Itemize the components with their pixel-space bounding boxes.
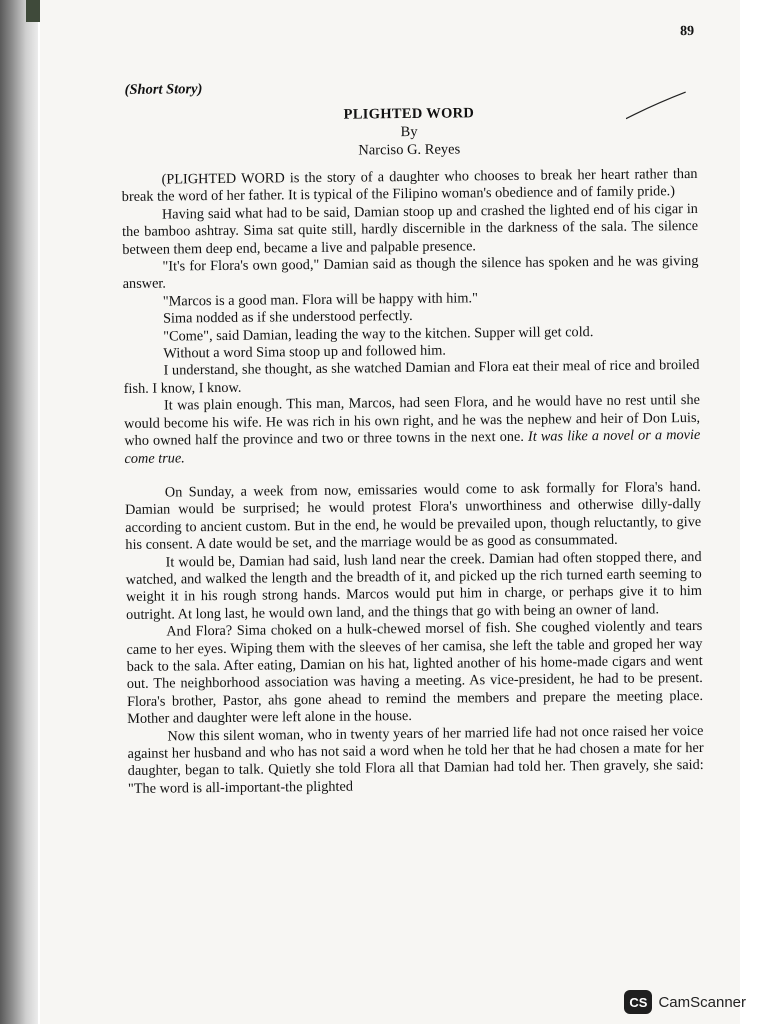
paragraph: "It's for Flora's own good," Damian said as though the silence has spoken and he was giving answer. (122, 252, 699, 293)
paragraph: Now this silent woman, who in twenty years of her married life had not once raised her voice against her husband and who has not said a word when he told her that he had chosen a mate for her daughter, began to talk. Quietly she told Flora all that Damian had told her. Then gravely, she said: "The word is all-important-the plighted (127, 722, 704, 797)
paragraph: Sima nodded as if she understood perfectly. (162, 308, 413, 327)
paragraph-emphasis: It was like a novel or a movie come true. (124, 427, 701, 467)
paragraph-text: It was plain enough. This man, Marcos, had seen Flora, and he would have no rest until she would become his wife. He was rich in his own right, and he was the nephew and heir of Don Luis, who owned half the province and two or three towns in the next one. (124, 392, 701, 450)
paragraph: Having said what had to be said, Damian stoop up and crashed the lighted end of his cigar in the bamboo ashtray. Sima sat quite still, hardly discernible in the darkness of the sala. The silence between them deep end, became a live and palpable presence. (122, 200, 699, 258)
paragraph (124, 392, 701, 468)
paragraph: Without a word Sima stoop up and followed him. (163, 342, 447, 362)
paragraph-intro: (PLIGHTED WORD is the story of a daughter who chooses to break her heart rather than break the word of her father. It is typical of the Filipino woman's obedience and of family pride.) (121, 165, 698, 206)
paragraph: It would be, Damian had said, lush land near the creek. Damian had often stopped there, and watched, and walked the length and the breadth of it, and picked up the rich turned earth seeming to weight it in his rough strong hands. Marcos would put him in charge, or perhaps give it to him outright. At long last, he would own land, and the things that go with being an owner of land. (125, 548, 702, 623)
camscanner-brand: CamScanner (658, 993, 746, 1011)
paragraph: "Come", said Damian, leading the way to the kitchen. Supper will get cold. (163, 323, 594, 345)
camscanner-logo-icon: CS (624, 990, 652, 1014)
story-title: PLIGHTED WORD (343, 105, 475, 123)
section-label: (Short Story) (124, 81, 203, 98)
author-name: Narciso G. Reyes (358, 141, 461, 159)
title-block (121, 102, 698, 162)
camscanner-watermark (624, 990, 746, 1014)
paragraph: And Flora? Sima choked on a hulk-chewed morsel of fish. She coughed violently and tears came to her eyes. Wiping them with the sleeves of her camisa, she left the table and groped her way back to the sala. After eating, Damian on his hat, lighted another of his home-made cigars and went out. The neighborhood association was having a meeting. As vice-president, he had to be present. Flora's brother, Pastor, ahs gone ahead to remind the members and prepare the meeting place. Mother and daughter were left alone in the house. (126, 618, 704, 728)
page-number: 89 (679, 23, 695, 40)
scan-binding-edge (0, 0, 38, 1024)
paragraph: On Sunday, a week from now, emissaries would come to ask formally for Flora's hand. Damian would be surprised; he would protest Flora's unworthiness and otherwise dilly-dally according to ancient custom. But in the end, he would be prevailed upon, though reluctantly, to give his consent. A date would be set, and the marriage would be as good as consummated. (124, 478, 702, 554)
paragraph: I understand, she thought, as she watched Damian and Flora eat their meal of rice and broiled fish. I know, I know. (123, 357, 700, 397)
byline: By (400, 123, 418, 141)
story-body (121, 166, 704, 798)
page-content (120, 23, 704, 797)
scanned-page (40, 0, 740, 1024)
paragraph: "Marcos is a good man. Flora will be happy with him." (162, 290, 478, 310)
